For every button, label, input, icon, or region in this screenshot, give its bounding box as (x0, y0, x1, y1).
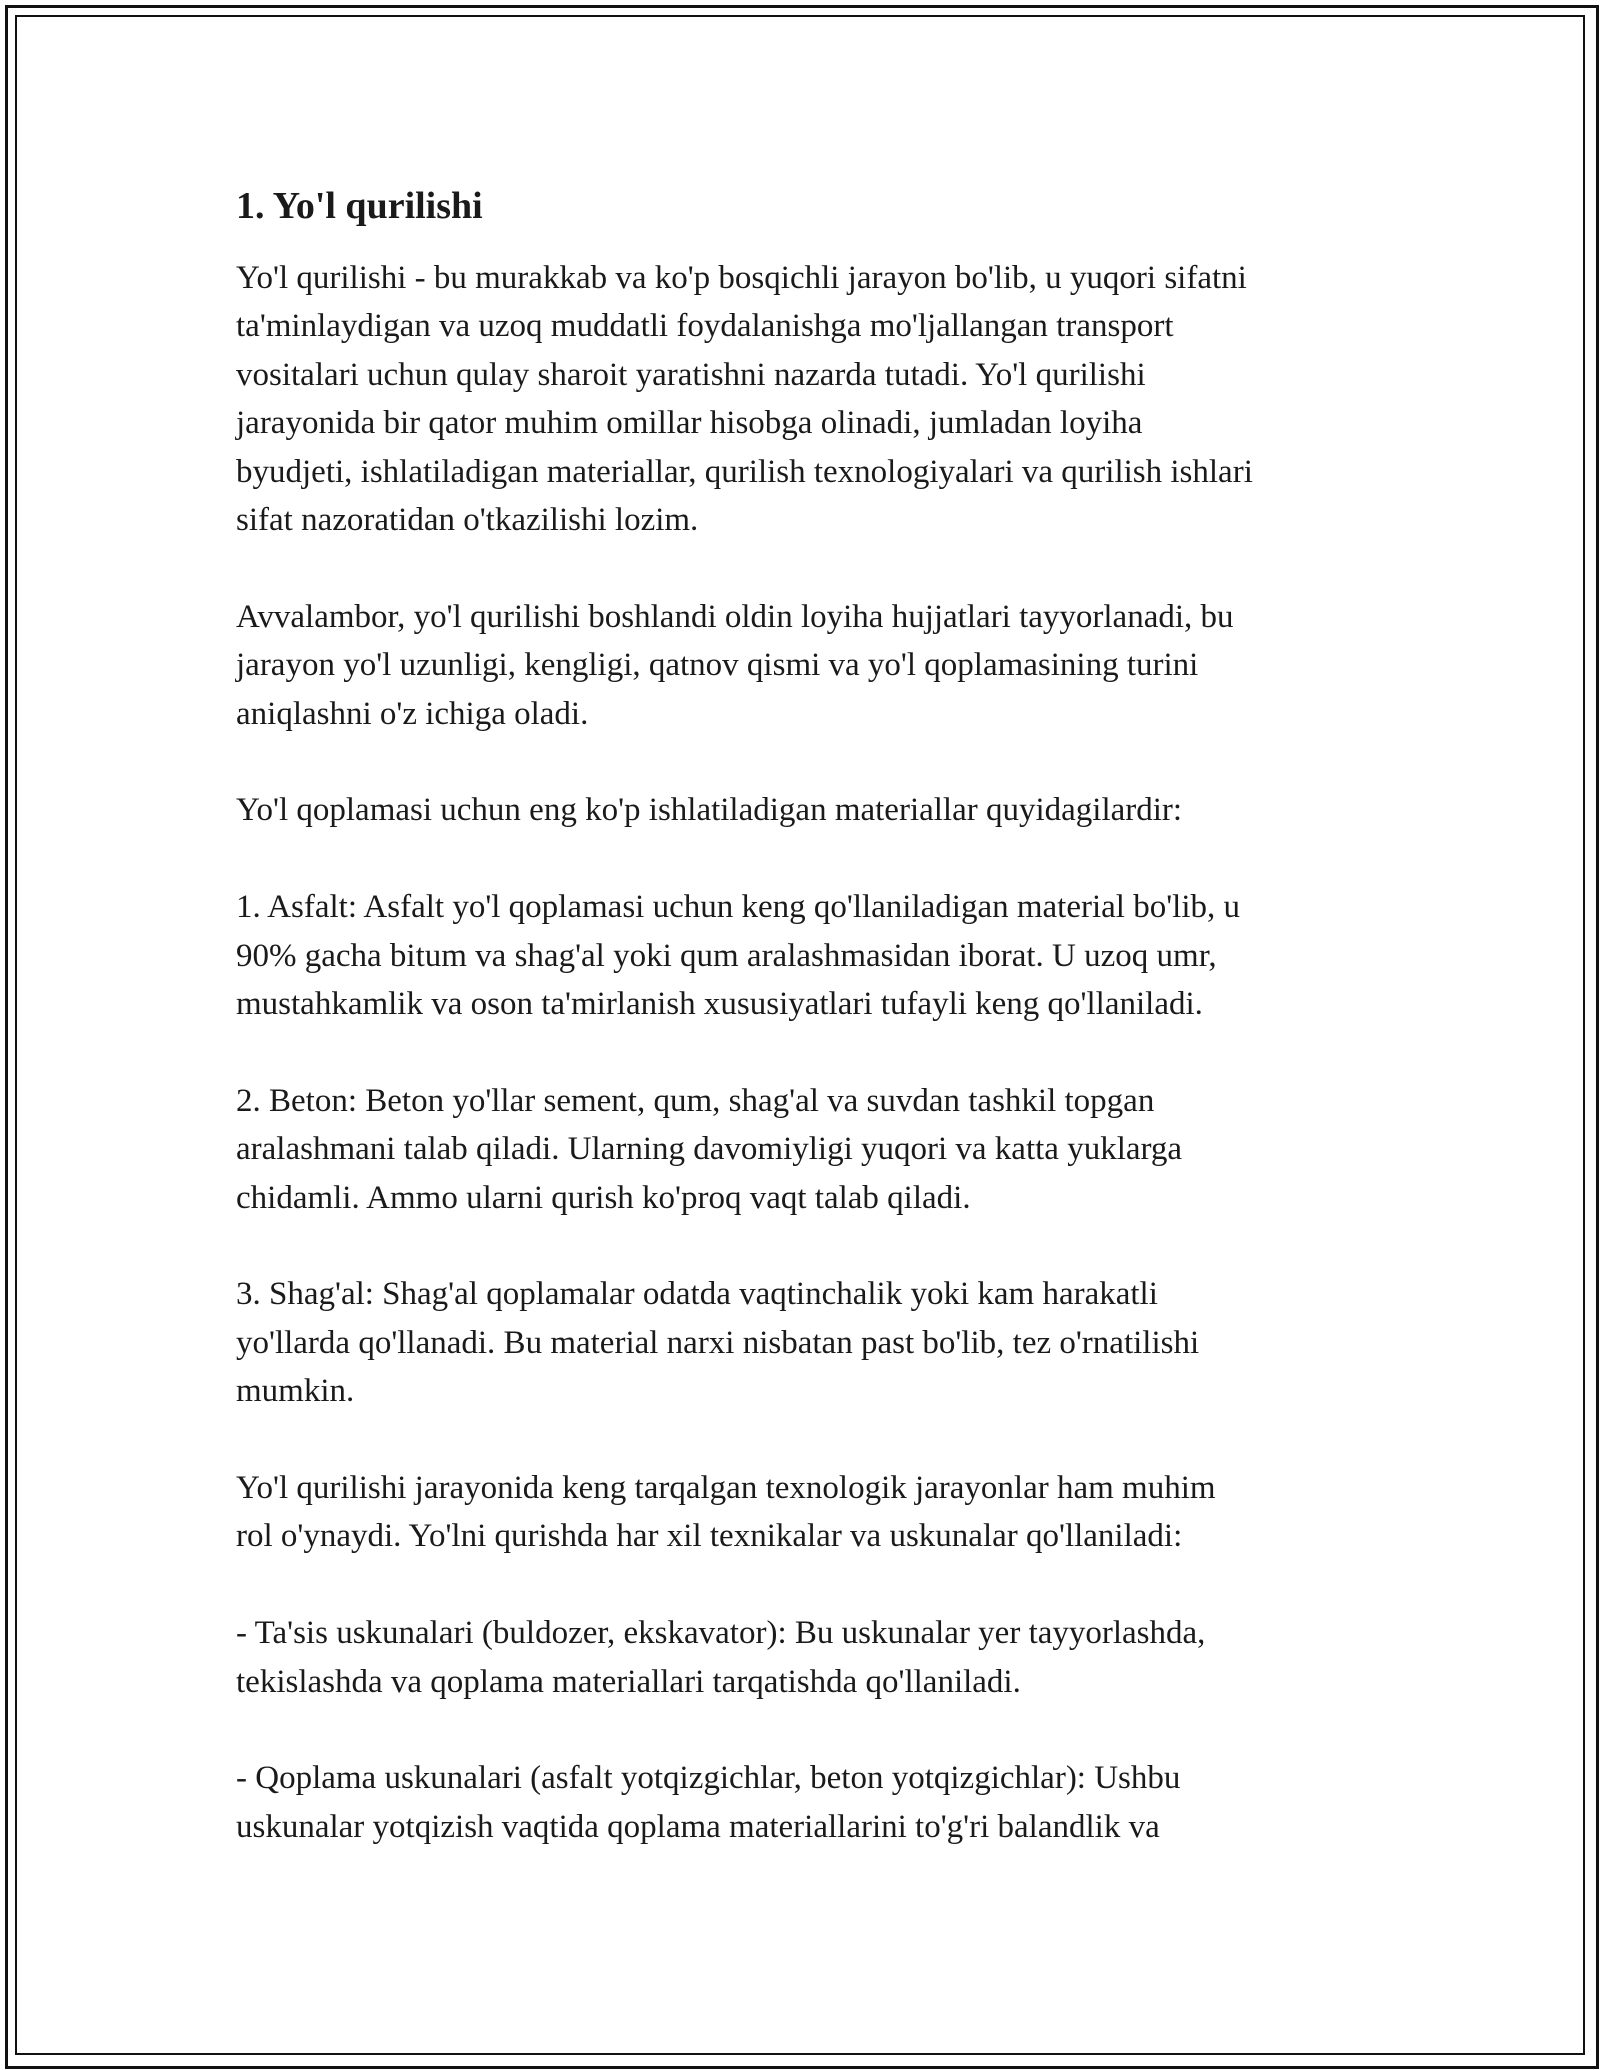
text-line: Yo'l qurilishi jarayonida keng tarqalgan texnologik jarayonlar ham muhim (236, 1470, 1216, 1507)
document-body (236, 182, 1386, 1900)
text-line: yo'llarda qo'llanadi. Bu material narxi nisbatan past bo'lib, tez o'rnatilishi (236, 1324, 1200, 1361)
text-line: aniqlashni o'z ichiga oladi. (236, 695, 589, 732)
text-line: mumkin. (236, 1373, 355, 1410)
text-line: rol o'ynaydi. Yo'lni qurishda har xil texnikalar va uskunalar qo'llaniladi: (236, 1518, 1183, 1555)
bullet-paving-equipment (236, 1754, 1386, 1851)
paragraph-materials-intro (236, 786, 1386, 834)
text-line: Yo'l qoplamasi uchun eng ko'p ishlatiladigan materiallar quyidagilardir: (236, 792, 1183, 829)
text-line: Avvalambor, yo'l qurilishi boshlandi oldin loyiha hujjatlari tayyorlanadi, bu (236, 598, 1234, 635)
text-line: - Ta'sis uskunalari (buldozer, ekskavator): Bu uskunalar yer tayyorlashda, (236, 1615, 1206, 1652)
paragraph-project-docs (236, 593, 1386, 738)
text-line: jarayonida bir qator muhim omillar hisobga olinadi, jumladan loyiha (236, 405, 1143, 442)
list-item-concrete (236, 1077, 1386, 1222)
text-line: 2. Beton: Beton yo'llar sement, qum, shag'al va suvdan tashkil topgan (236, 1082, 1155, 1119)
paragraph-intro (236, 254, 1386, 544)
text-line: uskunalar yotqizish vaqtida qoplama materiallarini to'g'ri balandlik va (236, 1808, 1160, 1845)
text-line: aralashmani talab qiladi. Ularning davomiyligi yuqori va katta yuklarga (236, 1131, 1183, 1168)
text-line: mustahkamlik va oson ta'mirlanish xususiyatlari tufayli keng qo'llaniladi. (236, 986, 1203, 1023)
text-line: byudjeti, ishlatiladigan materiallar, qurilish texnologiyalari va qurilish ishlari (236, 453, 1253, 490)
text-line: vositalari uchun qulay sharoit yaratishni nazarda tutadi. Yo'l qurilishi (236, 356, 1146, 393)
page-title: 1. Yo'l qurilishi (236, 185, 483, 227)
text-line: tekislashda va qoplama materiallari tarqatishda qo'llaniladi. (236, 1663, 1021, 1700)
text-line: 90% gacha bitum va shag'al yoki qum aralashmasidan iborat. U uzoq umr, (236, 937, 1217, 974)
text-line: sifat nazoratidan o'tkazilishi lozim. (236, 502, 699, 539)
text-line: - Qoplama uskunalari (asfalt yotqizgichlar, beton yotqizgichlar): Ushbu (236, 1760, 1181, 1797)
text-line: chidamli. Ammo ularni qurish ko'proq vaqt talab qiladi. (236, 1179, 971, 1216)
text-line: Yo'l qurilishi - bu murakkab va ko'p bosqichli jarayon bo'lib, u yuqori sifatni (236, 260, 1247, 296)
paragraph-technology (236, 1464, 1386, 1561)
text-line: 1. Asfalt: Asfalt yo'l qoplamasi uchun keng qo'llaniladigan material bo'lib, u (236, 889, 1240, 926)
text-line: ta'minlaydigan va uzoq muddatli foydalanishga mo'ljallangan transport (236, 308, 1174, 345)
list-item-gravel (236, 1270, 1386, 1415)
bullet-earthwork-equipment (236, 1609, 1386, 1706)
list-item-asphalt (236, 883, 1386, 1028)
text-line: 3. Shag'al: Shag'al qoplamalar odatda vaqtinchalik yoki kam harakatli (236, 1276, 1158, 1313)
text-line: jarayon yo'l uzunligi, kengligi, qatnov qismi va yo'l qoplamasining turini (236, 647, 1199, 684)
